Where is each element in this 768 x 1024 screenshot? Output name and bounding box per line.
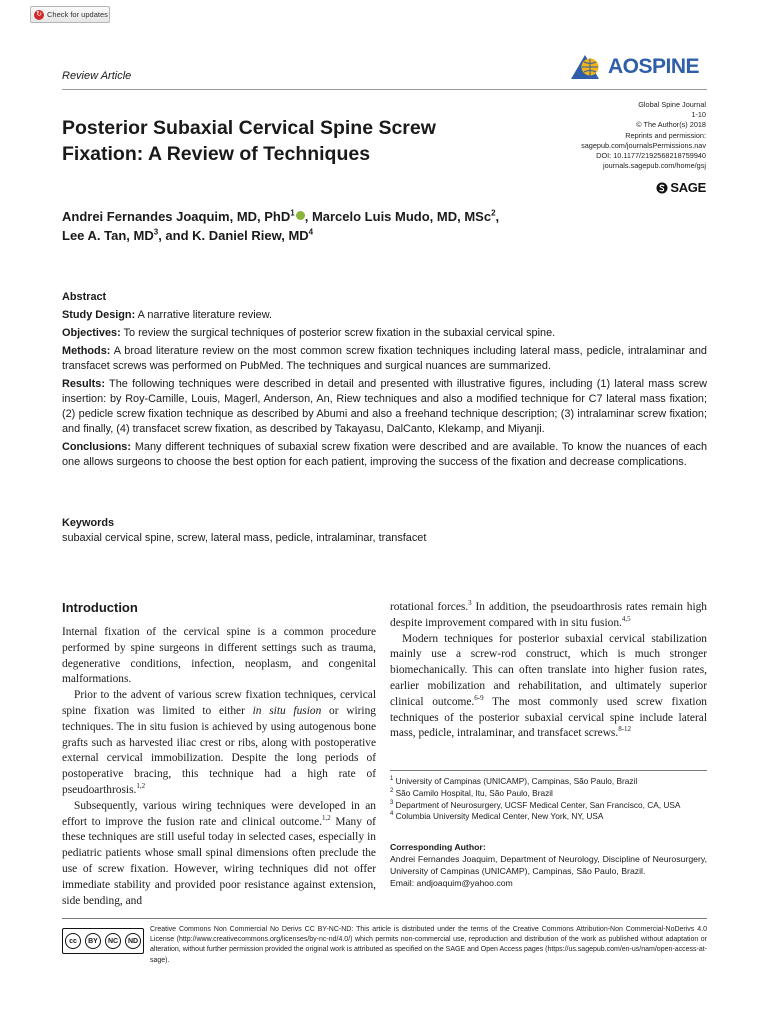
results bbox=[62, 377, 707, 437]
sage-mark-icon bbox=[656, 182, 668, 194]
text-run: Prior to the advent of various screw fixation techniques, cervical spine fixation was limited to either bbox=[62, 689, 376, 717]
study-design-text: A narrative literature review. bbox=[135, 309, 273, 321]
objectives-text: To review the surgical techniques of posterior screw fixation in the subaxial cervical spine. bbox=[120, 327, 556, 339]
affiliation-text: Department of Neurosurgery, UCSF Medical Center, San Francisco, CA, USA bbox=[393, 799, 681, 810]
italic-term: in situ fusion bbox=[252, 704, 322, 717]
methods-text: A broad literature review on the most common screw fixation techniques including lateral mass, pedicle, intralaminar and transfacet screws was performed on PubMed. The techniques and surgical nuances are summarized. bbox=[62, 345, 707, 372]
text-run: Many of these techniques are still useful today in selected cases, especially in pediatric patients whose small spinal dimensions often preclude the use of screw fixation. However, wiring techniques did not offer immediate stability and provided poor resistance against extension, side bending, and bbox=[62, 815, 376, 907]
keywords-list: subaxial cervical spine, screw, lateral mass, pedicle, intralaminar, transfacet bbox=[62, 532, 427, 544]
article-title: Posterior Subaxial Cervical Spine Screw Fixation: A Review of Techniques bbox=[62, 117, 436, 165]
corresponding-address: Andrei Fernandes Joaquim, Department of Neurology, Discipline of Neurosurgery, University of Campinas (UNICAMP), Campinas, São Paulo, Brazil. bbox=[390, 854, 707, 876]
introduction-left-column bbox=[62, 600, 376, 909]
methods bbox=[62, 344, 707, 374]
results-text: The following techniques were described in detail and presented with illustrative figures, including (1) lateral mass screw insertion: by Roy-Camille, Louis, Magerl, Anderson, An, Riew techniques and also a modified technique for C7 lateral mass fixation; (2) pedicle screw fixation technique as described by Abumi and also a freehand technique description; (3) intralaminar screw fixation; and finally, (4) transfacet screw fixation, as described by Takayasu, DalCanto, Klekamp, and Miyanji. bbox=[62, 378, 707, 435]
affiliation-text: São Camilo Hospital, Itu, São Paulo, Brazil bbox=[393, 787, 553, 798]
check-for-updates-label: Check for updates bbox=[47, 10, 108, 19]
author-1-affil: 1 bbox=[290, 208, 295, 218]
conclusions bbox=[62, 440, 707, 470]
introduction-right-column bbox=[390, 600, 707, 742]
introduction-body-continued bbox=[390, 600, 707, 742]
reprints-label: Reprints and permission: bbox=[625, 130, 706, 140]
cc-icon: cc bbox=[65, 933, 81, 949]
citation[interactable]: 8-12 bbox=[618, 725, 632, 734]
corresponding-email[interactable]: Email: andjoaquim@yahoo.com bbox=[390, 878, 513, 888]
paragraph bbox=[62, 688, 376, 799]
keywords-heading: Keywords bbox=[62, 517, 115, 529]
affiliation-number: 1 bbox=[390, 776, 394, 783]
author-3-affil: 3 bbox=[153, 227, 159, 237]
author-list bbox=[62, 207, 582, 245]
author-2-affil: 2 bbox=[491, 208, 496, 218]
article-type: Review Article bbox=[62, 70, 132, 82]
nd-icon: ND bbox=[125, 933, 141, 949]
affiliation-number: 2 bbox=[390, 788, 394, 795]
sage-logo bbox=[656, 180, 706, 195]
orcid-icon[interactable] bbox=[296, 211, 305, 220]
study-design-label: Study Design: bbox=[62, 309, 136, 321]
text-run: Subsequently, various wiring techniques were developed in an effort to improve the fusion rate and clinical outcome. bbox=[62, 799, 376, 828]
paragraph bbox=[390, 600, 707, 632]
author-2: , Marcelo Luis Mudo, MD, MSc bbox=[304, 209, 492, 224]
affiliation-number: 3 bbox=[390, 799, 394, 806]
author-4: , and K. Daniel Riew, MD bbox=[158, 228, 309, 243]
text-run: Modern techniques for posterior subaxial cervical stabilization mainly use a screw-rod construct, which is much stronger biomechanically. This can often translate into higher fusion rates, earlier mobilization and rehabilitation, and ultimately superior clinical outcome. bbox=[390, 632, 707, 708]
check-for-updates-button[interactable] bbox=[30, 6, 110, 23]
introduction-body bbox=[62, 625, 376, 909]
author-3: Lee A. Tan, MD bbox=[62, 228, 154, 243]
affiliation-text: Columbia University Medical Center, New York, NY, USA bbox=[393, 811, 604, 822]
copyright: © The Author(s) 2018 bbox=[636, 120, 706, 130]
nc-icon: NC bbox=[105, 933, 121, 949]
abstract bbox=[62, 290, 707, 473]
logo-text: AOSPINE bbox=[608, 55, 700, 78]
abstract-heading: Abstract bbox=[62, 291, 107, 303]
citation[interactable]: 1,2 bbox=[322, 813, 331, 822]
sage-text: SAGE bbox=[670, 180, 706, 195]
conclusions-label: Conclusions: bbox=[62, 441, 131, 453]
permissions-link[interactable]: sagepub.com/journalsPermissions.nav bbox=[581, 140, 706, 150]
results-label: Results: bbox=[62, 378, 105, 390]
text-run: or wiring techniques. The in situ fusion is achieved by using autogenous bone grafts such as harvested iliac crest or ribs, along with postoperative external cervical immobilization. Despite the long periods of postoperative bracing, this technique had a high rate of pseudoarthrosis. bbox=[62, 704, 376, 796]
license-text: Creative Commons Non Commercial No Derivs CC BY-NC-ND: This article is distributed under the terms of the Creative Commons Attribution-Non Commercial-NoDerivs 4.0 License (http://www.creativecommons.org/licenses/by-nc-nd/4.0/) which permits non-commercial use, reproduction and distribution of the work as published without adaptation or alteration, without further permission provided the original work is attributed as specified on the SAGE and Open Access pages (https://us.sagepub.com/en-us/nam/open-access-at-sage). bbox=[150, 926, 707, 964]
citation[interactable]: 6-9 bbox=[474, 693, 484, 702]
methods-label: Methods: bbox=[62, 345, 111, 357]
affiliation-item bbox=[390, 776, 707, 788]
paragraph: Internal fixation of the cervical spine is a common procedure performed by spine surgeons in different settings such as trauma, degenerative conditions, infection, neoplasm, and congenital malformations. bbox=[62, 626, 376, 686]
author-4-affil: 4 bbox=[308, 227, 314, 237]
text-run: The most commonly used screw fixation techniques of the posterior subaxial cervical spine include lateral mass, pedicle, intralaminar, and transfacet screws. bbox=[390, 695, 707, 740]
conclusions-text: Many different techniques of subaxial screw fixation were described and are available. To know the nuances of each one allows surgeons to choose the best option for each patient, improving the success of the fixation and decrease complications. bbox=[62, 441, 707, 468]
citation[interactable]: 1,2 bbox=[136, 782, 146, 791]
study-design bbox=[62, 308, 707, 323]
affiliation-item bbox=[390, 811, 707, 823]
citation[interactable]: 4,5 bbox=[621, 615, 631, 623]
affiliation-divider bbox=[390, 770, 707, 771]
affiliation-item bbox=[390, 788, 707, 800]
by-icon: BY bbox=[85, 933, 101, 949]
footer-divider bbox=[62, 918, 707, 919]
update-icon: ↻ bbox=[34, 10, 44, 20]
affiliations bbox=[390, 776, 707, 823]
objectives-label: Objectives: bbox=[62, 327, 121, 339]
journal-link[interactable]: journals.sagepub.com/home/gsj bbox=[602, 161, 706, 171]
affiliation-text: University of Campinas (UNICAMP), Campinas, São Paulo, Brazil bbox=[393, 776, 638, 786]
header-divider bbox=[62, 89, 707, 90]
corresponding-heading: Corresponding Author: bbox=[390, 842, 486, 852]
introduction-heading: Introduction bbox=[62, 600, 138, 615]
page-range: 1-10 bbox=[691, 110, 706, 120]
affiliation-number: 4 bbox=[390, 811, 394, 818]
affiliation-item bbox=[390, 800, 707, 812]
author-1: Andrei Fernandes Joaquim, MD, PhD bbox=[62, 209, 291, 224]
text-run: rotational forces. bbox=[390, 601, 469, 613]
aospine-globe-icon bbox=[571, 55, 603, 79]
journal-name: Global Spine Journal bbox=[638, 100, 706, 109]
text-run: In addition, the pseudoarthrosis rates remain high despite improvement compared with in situ fusion. bbox=[390, 601, 707, 629]
citation[interactable]: 3 bbox=[468, 599, 472, 608]
author-separator: , bbox=[495, 209, 500, 224]
paragraph bbox=[390, 632, 707, 743]
aospine-logo bbox=[571, 55, 699, 79]
objectives bbox=[62, 326, 707, 341]
keywords bbox=[62, 516, 707, 546]
doi[interactable]: DOI: 10.1177/2192568218759940 bbox=[596, 151, 706, 161]
cc-license-badge[interactable] bbox=[62, 928, 144, 954]
corresponding-author bbox=[390, 841, 707, 889]
paragraph bbox=[62, 799, 376, 910]
journal-info bbox=[581, 100, 706, 171]
